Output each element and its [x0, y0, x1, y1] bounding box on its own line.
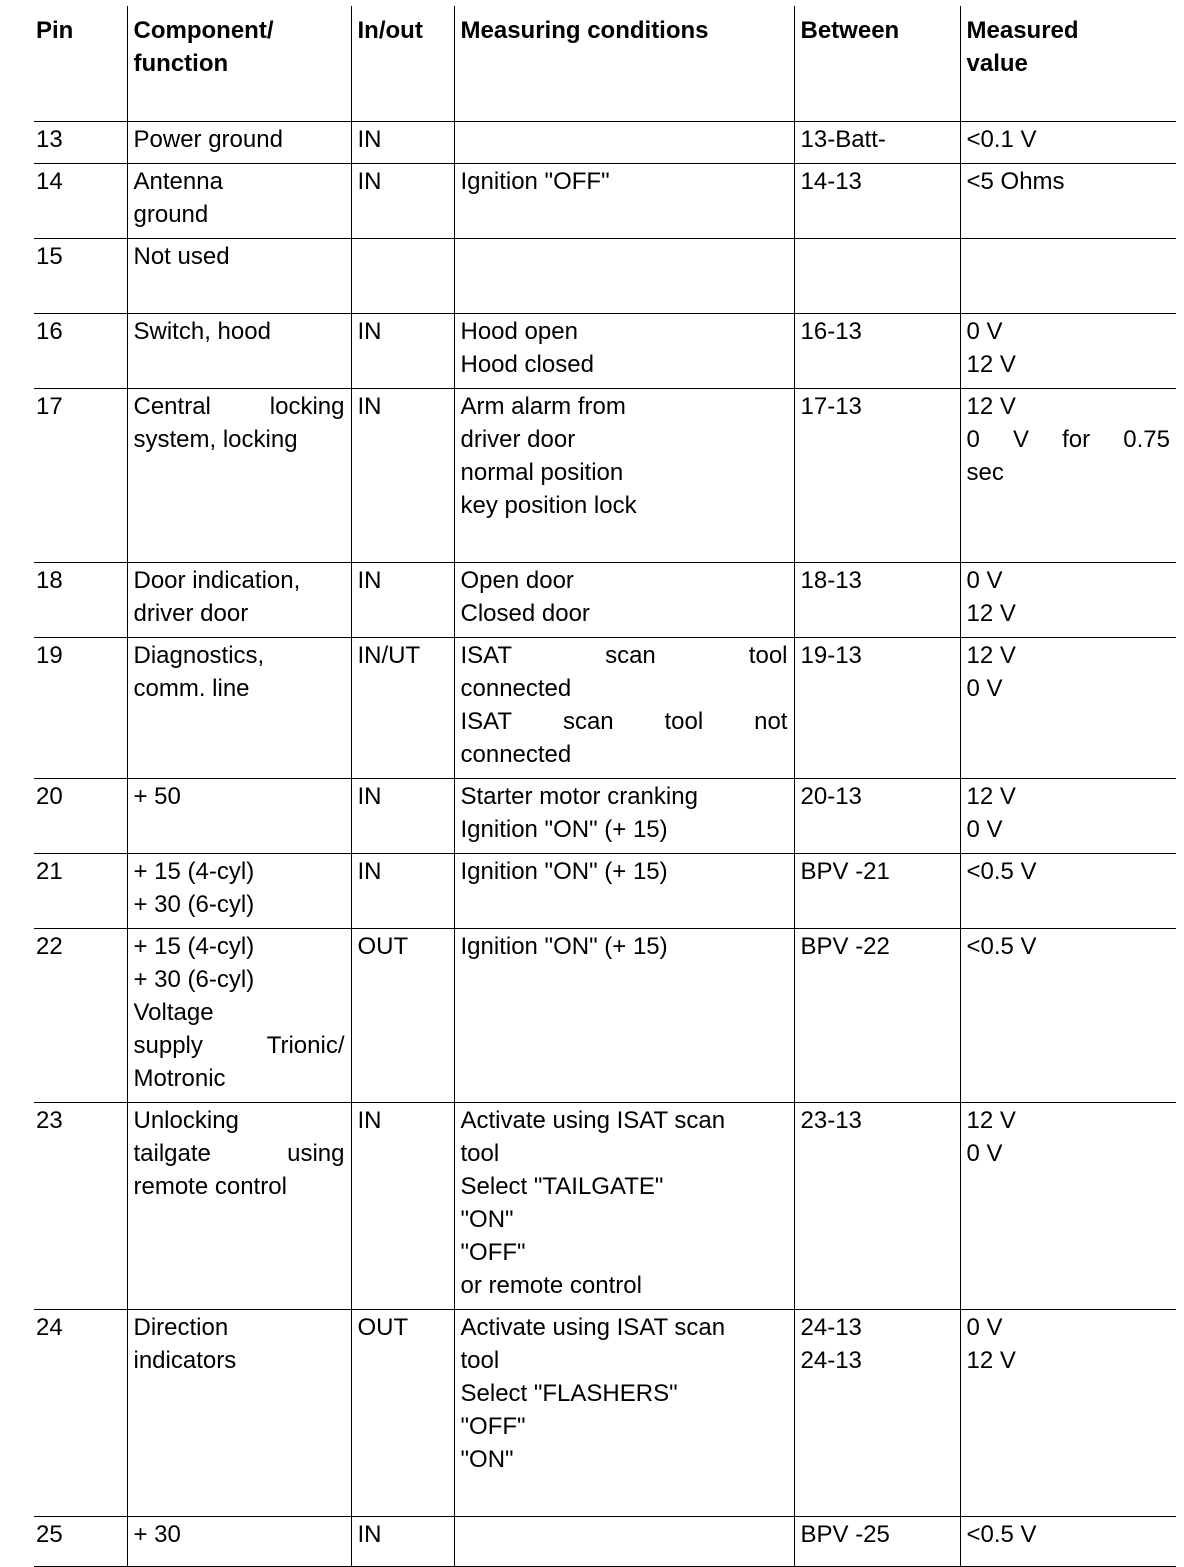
cell-between	[794, 854, 960, 929]
word: supply	[133, 1032, 203, 1059]
table-row	[34, 389, 1176, 563]
cell-conditions	[454, 1103, 794, 1310]
component-line: ground	[133, 201, 209, 228]
table-row	[34, 239, 1176, 314]
measured-line: <0.5 V	[966, 858, 1037, 885]
between-line: 24-13	[800, 1347, 862, 1374]
component-line: Voltage	[133, 999, 214, 1026]
cell-component	[127, 1310, 351, 1517]
cell-pin	[34, 563, 127, 638]
conditions-line: tool	[460, 1347, 500, 1374]
pin-line: 15	[36, 243, 63, 270]
component-line: Unlocking	[133, 1107, 239, 1134]
conditions-line	[461, 639, 788, 672]
cell-component	[127, 929, 351, 1103]
component-line	[134, 390, 345, 423]
inout-line: IN	[357, 567, 382, 594]
conditions-line: connected	[460, 675, 572, 702]
header-inout: In/out	[351, 6, 454, 122]
between-line: 13-Batt-	[800, 126, 886, 153]
cell-inout	[351, 854, 454, 929]
table-row	[34, 1310, 1176, 1517]
inout-line: OUT	[357, 933, 409, 960]
between-line: 18-13	[800, 567, 862, 594]
inout-line: IN	[357, 1521, 382, 1548]
conditions-line: driver door	[460, 426, 576, 453]
cell-conditions	[454, 779, 794, 854]
inout-line: IN	[357, 126, 382, 153]
measured-line: 12 V	[966, 1107, 1016, 1134]
cell-measured	[960, 1517, 1176, 1567]
measured-line: 12 V	[966, 1347, 1016, 1374]
inout-line: IN	[357, 858, 382, 885]
cell-conditions	[454, 164, 794, 239]
inout-line: IN/UT	[357, 642, 421, 669]
conditions-line: Arm alarm from	[460, 393, 626, 420]
word: scan	[605, 642, 656, 669]
conditions-line: Ignition "OFF"	[460, 168, 610, 195]
cell-between	[794, 929, 960, 1103]
cell-pin	[34, 389, 127, 563]
between-line: 23-13	[800, 1107, 862, 1134]
conditions-line: Starter motor cranking	[460, 783, 698, 810]
between-line: BPV -21	[800, 858, 890, 885]
cell-between	[794, 638, 960, 779]
cell-measured	[960, 1103, 1176, 1310]
between-line: 16-13	[800, 318, 862, 345]
component-line: + 15 (4-cyl)	[133, 858, 255, 885]
between-line: 14-13	[800, 168, 862, 195]
inout-line: IN	[357, 393, 382, 420]
cell-pin	[34, 122, 127, 164]
table-body	[34, 122, 1176, 1567]
conditions-line	[461, 705, 788, 738]
cell-pin	[34, 1310, 127, 1517]
word: tool	[748, 642, 788, 669]
pin-line: 21	[36, 858, 63, 885]
measured-line: 12 V	[966, 351, 1016, 378]
pin-line: 17	[36, 393, 63, 420]
word: 0	[966, 426, 980, 453]
table-header	[34, 6, 1176, 122]
cell-conditions	[454, 929, 794, 1103]
table-row	[34, 122, 1176, 164]
cell-conditions	[454, 1310, 794, 1517]
measured-line	[967, 423, 1171, 456]
conditions-line: or remote control	[460, 1272, 642, 1299]
component-line: remote control	[133, 1173, 287, 1200]
conditions-line: Activate using ISAT scan	[460, 1314, 726, 1341]
cell-pin	[34, 779, 127, 854]
cell-component	[127, 854, 351, 929]
word: tool	[664, 708, 704, 735]
measured-line: 0 V	[966, 675, 1003, 702]
component-line: Power ground	[133, 126, 283, 153]
cell-pin	[34, 929, 127, 1103]
measured-line: 0 V	[966, 318, 1003, 345]
conditions-line: Select "TAILGATE"	[460, 1173, 664, 1200]
cell-component	[127, 164, 351, 239]
cell-between	[794, 1310, 960, 1517]
cell-pin	[34, 314, 127, 389]
measured-line: <0.5 V	[966, 933, 1037, 960]
cell-conditions	[454, 389, 794, 563]
between-line: 17-13	[800, 393, 862, 420]
header-row	[34, 6, 1176, 122]
word: Central	[133, 393, 211, 420]
cell-pin	[34, 1103, 127, 1310]
table-row	[34, 854, 1176, 929]
component-line: indicators	[133, 1347, 237, 1374]
cell-measured	[960, 164, 1176, 239]
component-line: + 30	[133, 1521, 181, 1548]
cell-inout	[351, 239, 454, 314]
conditions-line: Hood open	[460, 318, 578, 345]
conditions-line: "ON"	[460, 1446, 514, 1473]
measured-line: 12 V	[966, 393, 1016, 420]
cell-measured	[960, 314, 1176, 389]
inout-line: OUT	[357, 1314, 409, 1341]
header-component: Component/ function	[127, 6, 351, 122]
word: scan	[562, 708, 614, 735]
measured-line: 0 V	[966, 816, 1003, 843]
cell-inout	[351, 164, 454, 239]
pin-line: 23	[36, 1107, 63, 1134]
cell-measured	[960, 563, 1176, 638]
conditions-line: Ignition "ON" (+ 15)	[460, 933, 668, 960]
cell-component	[127, 122, 351, 164]
table-row	[34, 929, 1176, 1103]
between-line: BPV -25	[800, 1521, 890, 1548]
cell-measured	[960, 239, 1176, 314]
component-line: + 50	[133, 783, 181, 810]
component-line: Switch, hood	[133, 318, 271, 345]
cell-conditions	[454, 239, 794, 314]
cell-conditions	[454, 314, 794, 389]
conditions-line: Activate using ISAT scan	[460, 1107, 726, 1134]
component-line: + 30 (6-cyl)	[133, 891, 255, 918]
measured-line: 0 V	[966, 1140, 1003, 1167]
cell-inout	[351, 389, 454, 563]
word: V	[1012, 426, 1029, 453]
pin-line: 22	[36, 933, 63, 960]
table-row	[34, 1517, 1176, 1567]
conditions-line: connected	[460, 741, 572, 768]
word: tailgate	[133, 1140, 211, 1167]
between-line: 20-13	[800, 783, 862, 810]
cell-component	[127, 314, 351, 389]
component-line: driver door	[133, 600, 249, 627]
cell-measured	[960, 638, 1176, 779]
cell-between	[794, 1517, 960, 1567]
cell-measured	[960, 929, 1176, 1103]
component-line: + 30 (6-cyl)	[133, 966, 255, 993]
cell-between	[794, 779, 960, 854]
cell-between	[794, 122, 960, 164]
cell-measured	[960, 122, 1176, 164]
pin-line: 24	[36, 1314, 63, 1341]
cell-between	[794, 389, 960, 563]
pin-line: 20	[36, 783, 63, 810]
pin-line: 19	[36, 642, 63, 669]
component-line	[134, 1137, 345, 1170]
cell-inout	[351, 563, 454, 638]
measured-line: 0 V	[966, 1314, 1003, 1341]
inout-line: IN	[357, 1107, 382, 1134]
component-line: Motronic	[133, 1065, 226, 1092]
component-line: Door indication,	[133, 567, 301, 594]
cell-inout	[351, 1103, 454, 1310]
word: using	[287, 1140, 345, 1167]
cell-component	[127, 638, 351, 779]
conditions-line: "OFF"	[460, 1239, 526, 1266]
cell-component	[127, 389, 351, 563]
conditions-line: Closed door	[460, 600, 590, 627]
inout-line: IN	[357, 318, 382, 345]
measured-line: 0 V	[966, 567, 1003, 594]
measured-line: <0.5 V	[966, 1521, 1037, 1548]
cell-component	[127, 563, 351, 638]
measured-line: <0.1 V	[966, 126, 1037, 153]
cell-component	[127, 1103, 351, 1310]
measured-line: 12 V	[966, 783, 1016, 810]
cell-between	[794, 164, 960, 239]
word: for	[1062, 426, 1091, 453]
conditions-line: Select "FLASHERS"	[460, 1380, 678, 1407]
header-measured: Measured value	[960, 6, 1176, 122]
conditions-line: tool	[460, 1140, 500, 1167]
word: 0.75	[1123, 426, 1170, 453]
cell-pin	[34, 164, 127, 239]
table-row	[34, 563, 1176, 638]
cell-pin	[34, 854, 127, 929]
component-line: Direction	[133, 1314, 229, 1341]
cell-inout	[351, 314, 454, 389]
between-line: 19-13	[800, 642, 862, 669]
pin-line: 16	[36, 318, 63, 345]
word: locking	[269, 393, 345, 420]
cell-inout	[351, 1310, 454, 1517]
word: Trionic/	[266, 1032, 345, 1059]
cell-pin	[34, 638, 127, 779]
table-row	[34, 1103, 1176, 1310]
cell-measured	[960, 1310, 1176, 1517]
cell-pin	[34, 239, 127, 314]
table-row	[34, 638, 1176, 779]
cell-measured	[960, 854, 1176, 929]
inout-line: IN	[357, 783, 382, 810]
cell-inout	[351, 929, 454, 1103]
between-line: 24-13	[800, 1314, 862, 1341]
pin-measurement-table	[34, 6, 1176, 1567]
conditions-line: "OFF"	[460, 1413, 526, 1440]
conditions-line: Hood closed	[460, 351, 594, 378]
cell-inout	[351, 1517, 454, 1567]
component-line	[134, 1029, 345, 1062]
word: ISAT	[460, 708, 513, 735]
table-row	[34, 779, 1176, 854]
between-line: BPV -22	[800, 933, 890, 960]
cell-inout	[351, 638, 454, 779]
pin-line: 14	[36, 168, 63, 195]
conditions-line: normal position	[460, 459, 624, 486]
cell-between	[794, 1103, 960, 1310]
component-line: Not used	[133, 243, 230, 270]
header-pin: Pin	[34, 6, 127, 122]
header-conditions: Measuring conditions	[454, 6, 794, 122]
cell-conditions	[454, 1517, 794, 1567]
cell-conditions	[454, 563, 794, 638]
word: not	[754, 708, 788, 735]
measured-line: 12 V	[966, 600, 1016, 627]
table-row	[34, 314, 1176, 389]
conditions-line: key position lock	[460, 492, 637, 519]
cell-between	[794, 239, 960, 314]
conditions-line: Ignition "ON" (+ 15)	[460, 816, 668, 843]
component-line: + 15 (4-cyl)	[133, 933, 255, 960]
cell-component	[127, 779, 351, 854]
cell-between	[794, 314, 960, 389]
inout-line: IN	[357, 168, 382, 195]
cell-measured	[960, 779, 1176, 854]
cell-inout	[351, 122, 454, 164]
header-between: Between	[794, 6, 960, 122]
table-row	[34, 164, 1176, 239]
word: ISAT	[460, 642, 513, 669]
pin-line: 18	[36, 567, 63, 594]
measured-line: sec	[966, 459, 1004, 486]
cell-measured	[960, 389, 1176, 563]
cell-component	[127, 239, 351, 314]
cell-component	[127, 1517, 351, 1567]
measured-line: <5 Ohms	[966, 168, 1065, 195]
cell-inout	[351, 779, 454, 854]
cell-conditions	[454, 638, 794, 779]
cell-conditions	[454, 122, 794, 164]
pin-line: 25	[36, 1521, 63, 1548]
component-line: system, locking	[133, 426, 298, 453]
cell-pin	[34, 1517, 127, 1567]
cell-conditions	[454, 854, 794, 929]
component-line: comm. line	[133, 675, 250, 702]
pin-line: 13	[36, 126, 63, 153]
conditions-line: "ON"	[460, 1206, 514, 1233]
component-line: Antenna	[133, 168, 223, 195]
cell-between	[794, 563, 960, 638]
conditions-line: Ignition "ON" (+ 15)	[460, 858, 668, 885]
measured-line: 12 V	[966, 642, 1016, 669]
conditions-line: Open door	[460, 567, 574, 594]
component-line: Diagnostics,	[133, 642, 265, 669]
